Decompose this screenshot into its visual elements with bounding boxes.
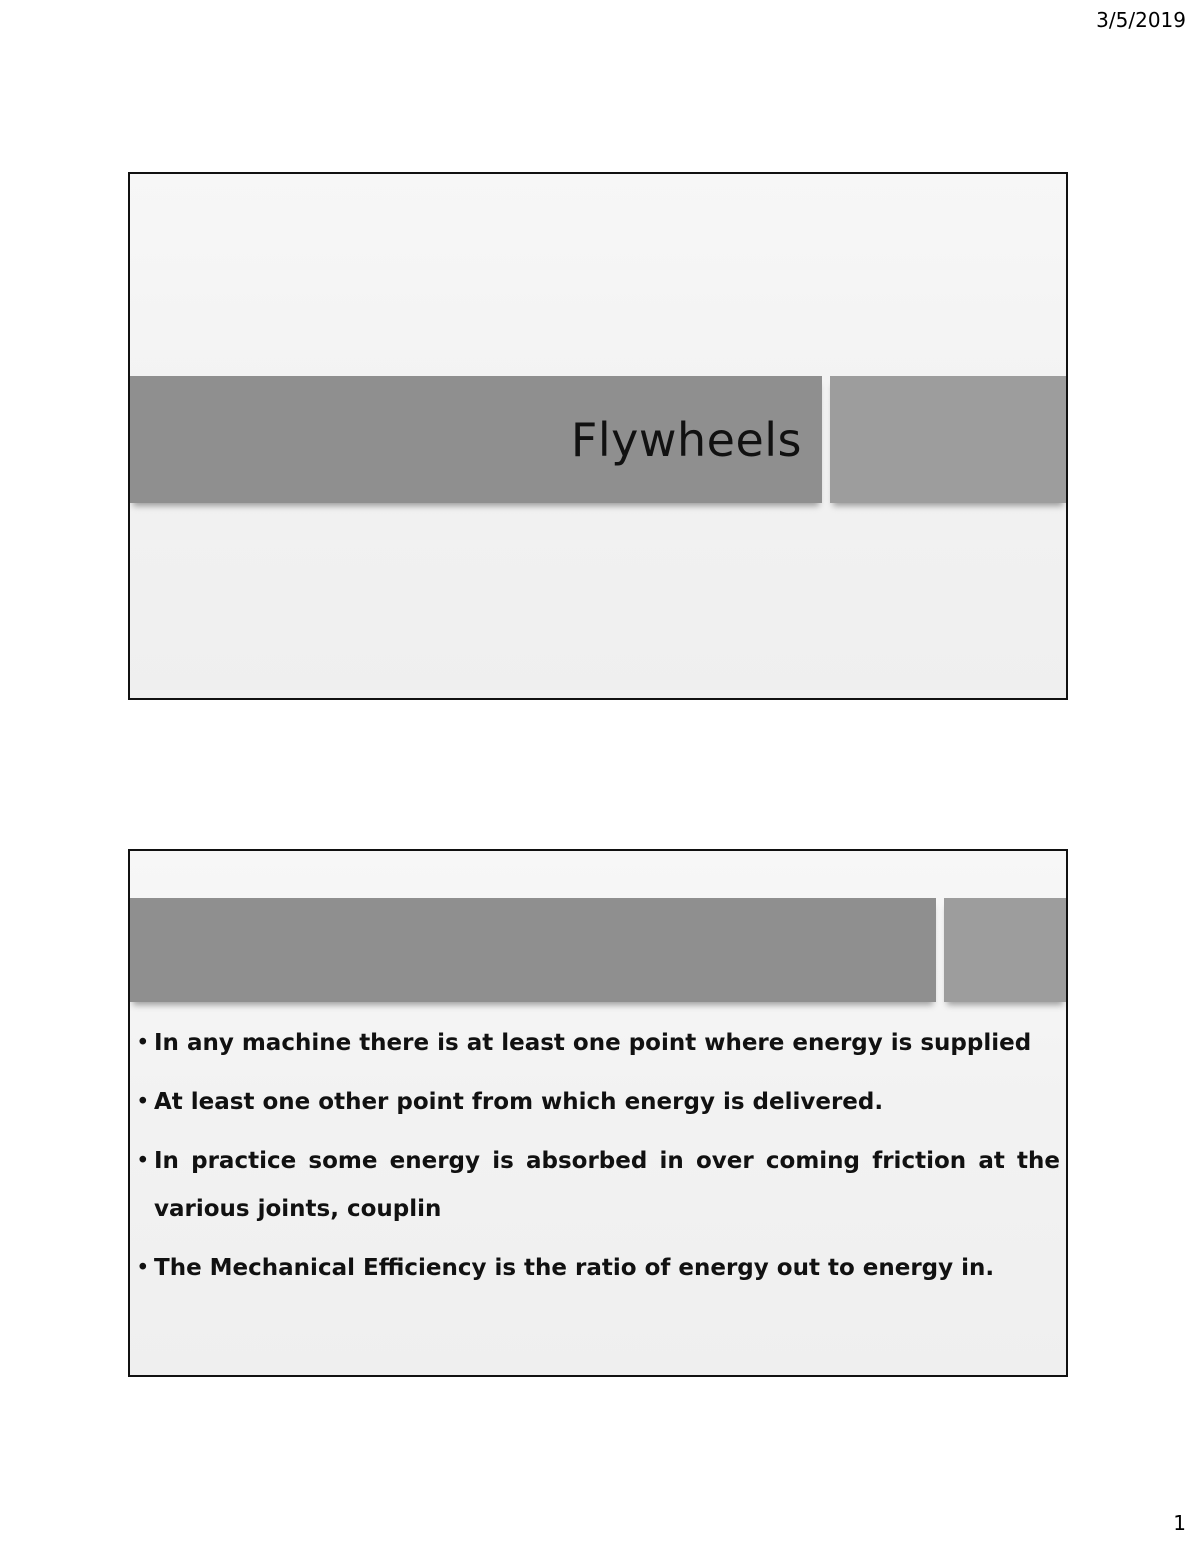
bullet-list [136, 1019, 1060, 1303]
slide-1-thumbnail [128, 172, 1068, 700]
title-band-accent [944, 898, 1066, 1002]
page-number: 1 [1173, 1511, 1186, 1535]
slide-2-thumbnail [128, 849, 1068, 1377]
title-band [130, 898, 936, 1002]
bullet-item: • The Mechanical Efficiency is the ratio of energy out to energy in. [136, 1244, 1060, 1292]
bullet-item: • In any machine there is at least one point where energy is supplied [136, 1019, 1060, 1067]
bullet-item: • In practice some energy is absorbed in over coming friction at the various joints, couplin [136, 1137, 1060, 1233]
title-band [130, 376, 822, 503]
title-band-accent [830, 376, 1066, 503]
bullet-item: • At least one other point from which energy is delivered. [136, 1078, 1060, 1126]
slide-title: Flywheels [570, 412, 802, 467]
page-date: 3/5/2019 [1096, 8, 1186, 32]
